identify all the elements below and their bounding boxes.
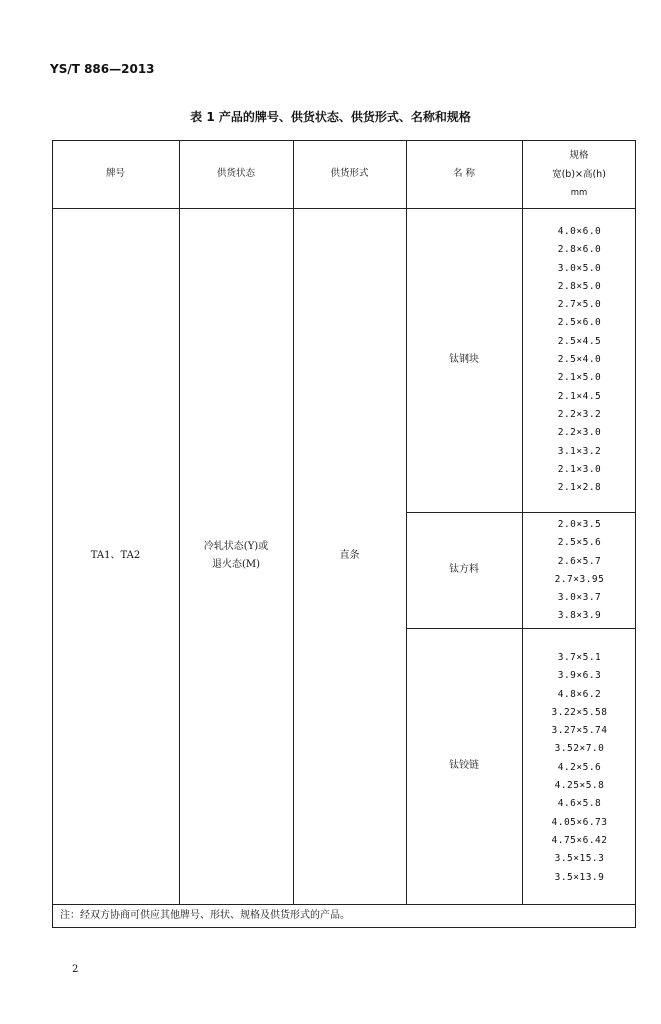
spec-value: 2.5×6.0 — [557, 317, 602, 329]
spec-value: 2.1×2.8 — [557, 482, 602, 494]
spec-value: 3.22×5.58 — [551, 706, 608, 718]
header-supply-form: 供货形式 — [330, 168, 369, 179]
spec-value: 3.27×5.74 — [551, 725, 608, 737]
spec-list-ingot — [523, 223, 636, 497]
spec-value: 2.8×6.0 — [557, 244, 602, 256]
table-note: 注：经双方协商可供应其他牌号、形状、规格及供货形式的产品。 — [60, 910, 350, 921]
spec-value: 4.8×6.2 — [557, 688, 602, 700]
spec-value: 2.8×5.0 — [557, 280, 602, 292]
spec-value: 2.1×4.5 — [557, 390, 602, 402]
header-spec — [522, 140, 636, 208]
page-number: 2 — [72, 964, 79, 975]
name-cell-hinge: 钛铰链 — [449, 760, 479, 771]
spec-value: 4.05×6.73 — [551, 816, 608, 828]
header-grade: 牌号 — [105, 168, 125, 179]
name-cell-square: 钛方料 — [449, 564, 479, 575]
supply-state-cell — [179, 208, 293, 904]
spec-value: 4.0×6.0 — [557, 226, 602, 237]
grade-cell: TA1、TA2 — [90, 550, 141, 561]
product-table — [52, 140, 636, 928]
spec-value: 2.6×5.7 — [557, 555, 602, 567]
spec-value: 4.75×6.42 — [551, 834, 608, 846]
spec-value: 4.6×5.8 — [557, 798, 602, 810]
supply-state-line2: 退火态(M) — [211, 559, 261, 570]
spec-value: 2.1×3.0 — [557, 463, 602, 475]
spec-value: 3.52×7.0 — [554, 743, 605, 755]
spec-value: 3.9×6.3 — [557, 670, 602, 682]
spec-value: 3.1×3.2 — [557, 445, 602, 457]
spec-value: 2.2×3.0 — [557, 427, 602, 439]
header-name: 名 称 — [452, 168, 476, 179]
header-supply-state: 供货状态 — [216, 168, 255, 179]
spec-value: 2.7×5.0 — [557, 299, 602, 311]
spec-value: 2.5×4.0 — [557, 354, 602, 366]
spec-value: 2.0×3.5 — [557, 519, 602, 530]
spec-value: 4.2×5.6 — [557, 761, 602, 773]
table-caption: 表 1 产品的牌号、供货状态、供货形式、名称和规格 — [190, 110, 471, 124]
spec-value: 3.8×3.9 — [557, 610, 602, 622]
spec-value: 3.5×13.9 — [554, 871, 605, 883]
header-spec-title: 规格 — [569, 149, 589, 161]
spec-value: 2.2×3.2 — [557, 408, 602, 420]
standard-number: YS/T 886—2013 — [50, 62, 155, 76]
spec-value: 3.0×5.0 — [557, 262, 602, 274]
supply-form-cell: 直条 — [339, 550, 360, 561]
supply-state-line1: 冷轧状态(Y)或 — [203, 541, 269, 552]
spec-value: 4.25×5.8 — [554, 780, 605, 792]
spec-list-square — [523, 516, 636, 626]
spec-list-hinge — [523, 649, 636, 887]
spec-value: 2.5×5.6 — [557, 537, 602, 549]
spec-value: 3.0×3.7 — [557, 592, 602, 604]
note-rule — [52, 904, 636, 905]
spec-value: 2.5×4.5 — [557, 335, 602, 347]
name-cell-ingot: 钛钢块 — [449, 354, 479, 365]
spec-value: 3.7×5.1 — [557, 652, 602, 663]
header-spec-dims: 宽(b)×高(h) — [552, 168, 606, 180]
spec-value: 3.5×15.3 — [554, 853, 605, 865]
header-spec-unit: mm — [570, 187, 588, 198]
spec-value: 2.7×3.95 — [554, 573, 605, 585]
spec-value: 2.1×5.0 — [557, 372, 602, 384]
